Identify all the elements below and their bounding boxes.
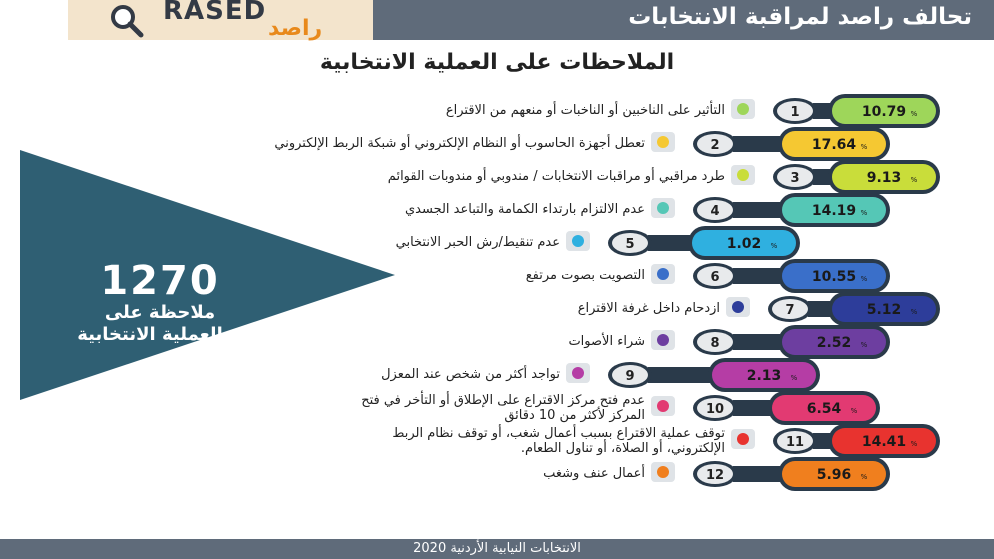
item-number: 3 — [790, 171, 800, 186]
item-label-line: طرد مراقبي أو مراقبات الانتخابات / مندوبي أو مندوبات القوائم — [387, 169, 725, 184]
percentage-value: 5.96 — [816, 467, 852, 483]
violence-icon — [651, 462, 675, 482]
item-number: 4 — [710, 204, 720, 219]
item-label-line: التصويت بصوت مرتفع — [525, 268, 645, 283]
item-number: 8 — [710, 336, 720, 351]
item-label-line: ازدحام داخل غرفة الاقتراع — [577, 301, 720, 316]
list-item — [726, 292, 940, 326]
percentage-value: 14.41 — [861, 434, 907, 450]
item-number: 5 — [625, 237, 635, 252]
page-title: تحالف راصد لمراقبة الانتخابات — [628, 4, 972, 30]
list-item — [651, 391, 880, 425]
item-label-line: شراء الأصوات — [568, 334, 645, 349]
percentage-value: 10.79 — [861, 104, 907, 120]
list-item — [651, 127, 890, 161]
percent-sign: % — [860, 275, 868, 283]
percent-sign: % — [910, 440, 918, 448]
item-label-line: توقف عملية الاقتراع بسبب أعمال شغب، أو توقف نظام الربط — [392, 426, 725, 441]
percentage-value: 14.19 — [811, 203, 857, 219]
percentage-value: 6.54 — [806, 401, 842, 417]
stop-icon — [731, 429, 755, 449]
item-number: 11 — [785, 435, 805, 450]
item-number: 2 — [710, 138, 720, 153]
list-item — [566, 358, 820, 392]
item-label-line: التأثير على الناخبين أو الناخبات أو منعهم من الاقتراع — [445, 103, 725, 118]
item-number: 12 — [705, 468, 725, 483]
percent-sign: % — [790, 374, 798, 382]
item-label — [392, 426, 725, 456]
list-item — [651, 325, 890, 359]
item-label — [568, 334, 645, 349]
crowd-icon — [726, 297, 750, 317]
percentage-value: 17.64 — [811, 137, 857, 153]
item-label — [446, 103, 725, 118]
item-label — [543, 466, 645, 481]
item-label — [381, 367, 560, 382]
list-item — [566, 226, 800, 260]
item-label — [578, 301, 720, 316]
percent-sign: % — [910, 176, 918, 184]
item-number: 6 — [710, 270, 720, 285]
item-label-line: الإلكتروني، أو الصلاة، أو تناول الطعام. — [520, 441, 725, 456]
percent-sign: % — [850, 407, 858, 415]
percent-sign: % — [910, 110, 918, 118]
percent-sign: % — [770, 242, 778, 250]
item-label-line: تعطل أجهزة الحاسوب أو النظام الإلكتروني أو شبكة الربط الإلكتروني — [274, 136, 645, 151]
percentage-value: 2.52 — [816, 335, 852, 351]
expel-icon — [731, 165, 755, 185]
percentage-value: 5.12 — [866, 302, 902, 318]
summary-count: 1270 — [100, 258, 220, 304]
item-number: 10 — [705, 402, 725, 417]
people-icon — [731, 99, 755, 119]
item-label — [361, 393, 645, 423]
percent-sign: % — [860, 473, 868, 481]
megaphone-icon — [651, 264, 675, 284]
item-label — [405, 202, 645, 217]
item-number: 7 — [785, 303, 795, 318]
percentage-value: 1.02 — [726, 236, 762, 252]
percent-sign: % — [860, 209, 868, 217]
percent-sign: % — [910, 308, 918, 316]
footer-text: الانتخابات النيابية الأردنية 2020 — [413, 541, 581, 556]
item-label-line: أعمال عنف وشغب — [543, 466, 645, 481]
item-label-line: عدم فتح مركز الاقتراع على الإطلاق أو التأخر في فتح — [361, 393, 645, 408]
ink-icon — [566, 231, 590, 251]
clock-icon — [651, 396, 675, 416]
logo-text-en: RASED — [163, 0, 267, 26]
percent-sign: % — [860, 143, 868, 151]
summary-line-2: العملية الانتخابية — [77, 324, 223, 345]
list-item — [651, 259, 890, 293]
booth-icon — [566, 363, 590, 383]
item-label-line: المركز لأكثر من 10 دقائق — [504, 408, 645, 423]
item-label — [388, 169, 725, 184]
money-icon — [651, 330, 675, 350]
item-label — [274, 136, 645, 151]
percentage-value: 9.13 — [866, 170, 902, 186]
percentage-value: 2.13 — [746, 368, 782, 384]
list-item — [731, 160, 940, 194]
summary-line-1: ملاحظة على — [104, 302, 216, 323]
mask-icon — [651, 198, 675, 218]
subtitle: الملاحظات على العملية الانتخابية — [319, 50, 675, 75]
percent-sign: % — [860, 341, 868, 349]
list-item — [651, 193, 890, 227]
item-number: 9 — [625, 369, 635, 384]
logo-text-ar: راصد — [268, 16, 323, 41]
warning-icon — [651, 132, 675, 152]
item-number: 1 — [790, 105, 800, 120]
percentage-value: 10.55 — [811, 269, 857, 285]
item-label — [396, 235, 560, 250]
item-label-line: تواجد أكثر من شخص عند المعزل — [381, 367, 560, 382]
list-item — [731, 424, 940, 458]
item-label-line: عدم تنقيط/رش الحبر الانتخابي — [395, 235, 560, 250]
item-label — [526, 268, 645, 283]
list-item — [651, 457, 890, 491]
item-label-line: عدم الالتزام بارتداء الكمامة والتباعد الجسدي — [404, 202, 645, 217]
list-item — [731, 94, 940, 128]
